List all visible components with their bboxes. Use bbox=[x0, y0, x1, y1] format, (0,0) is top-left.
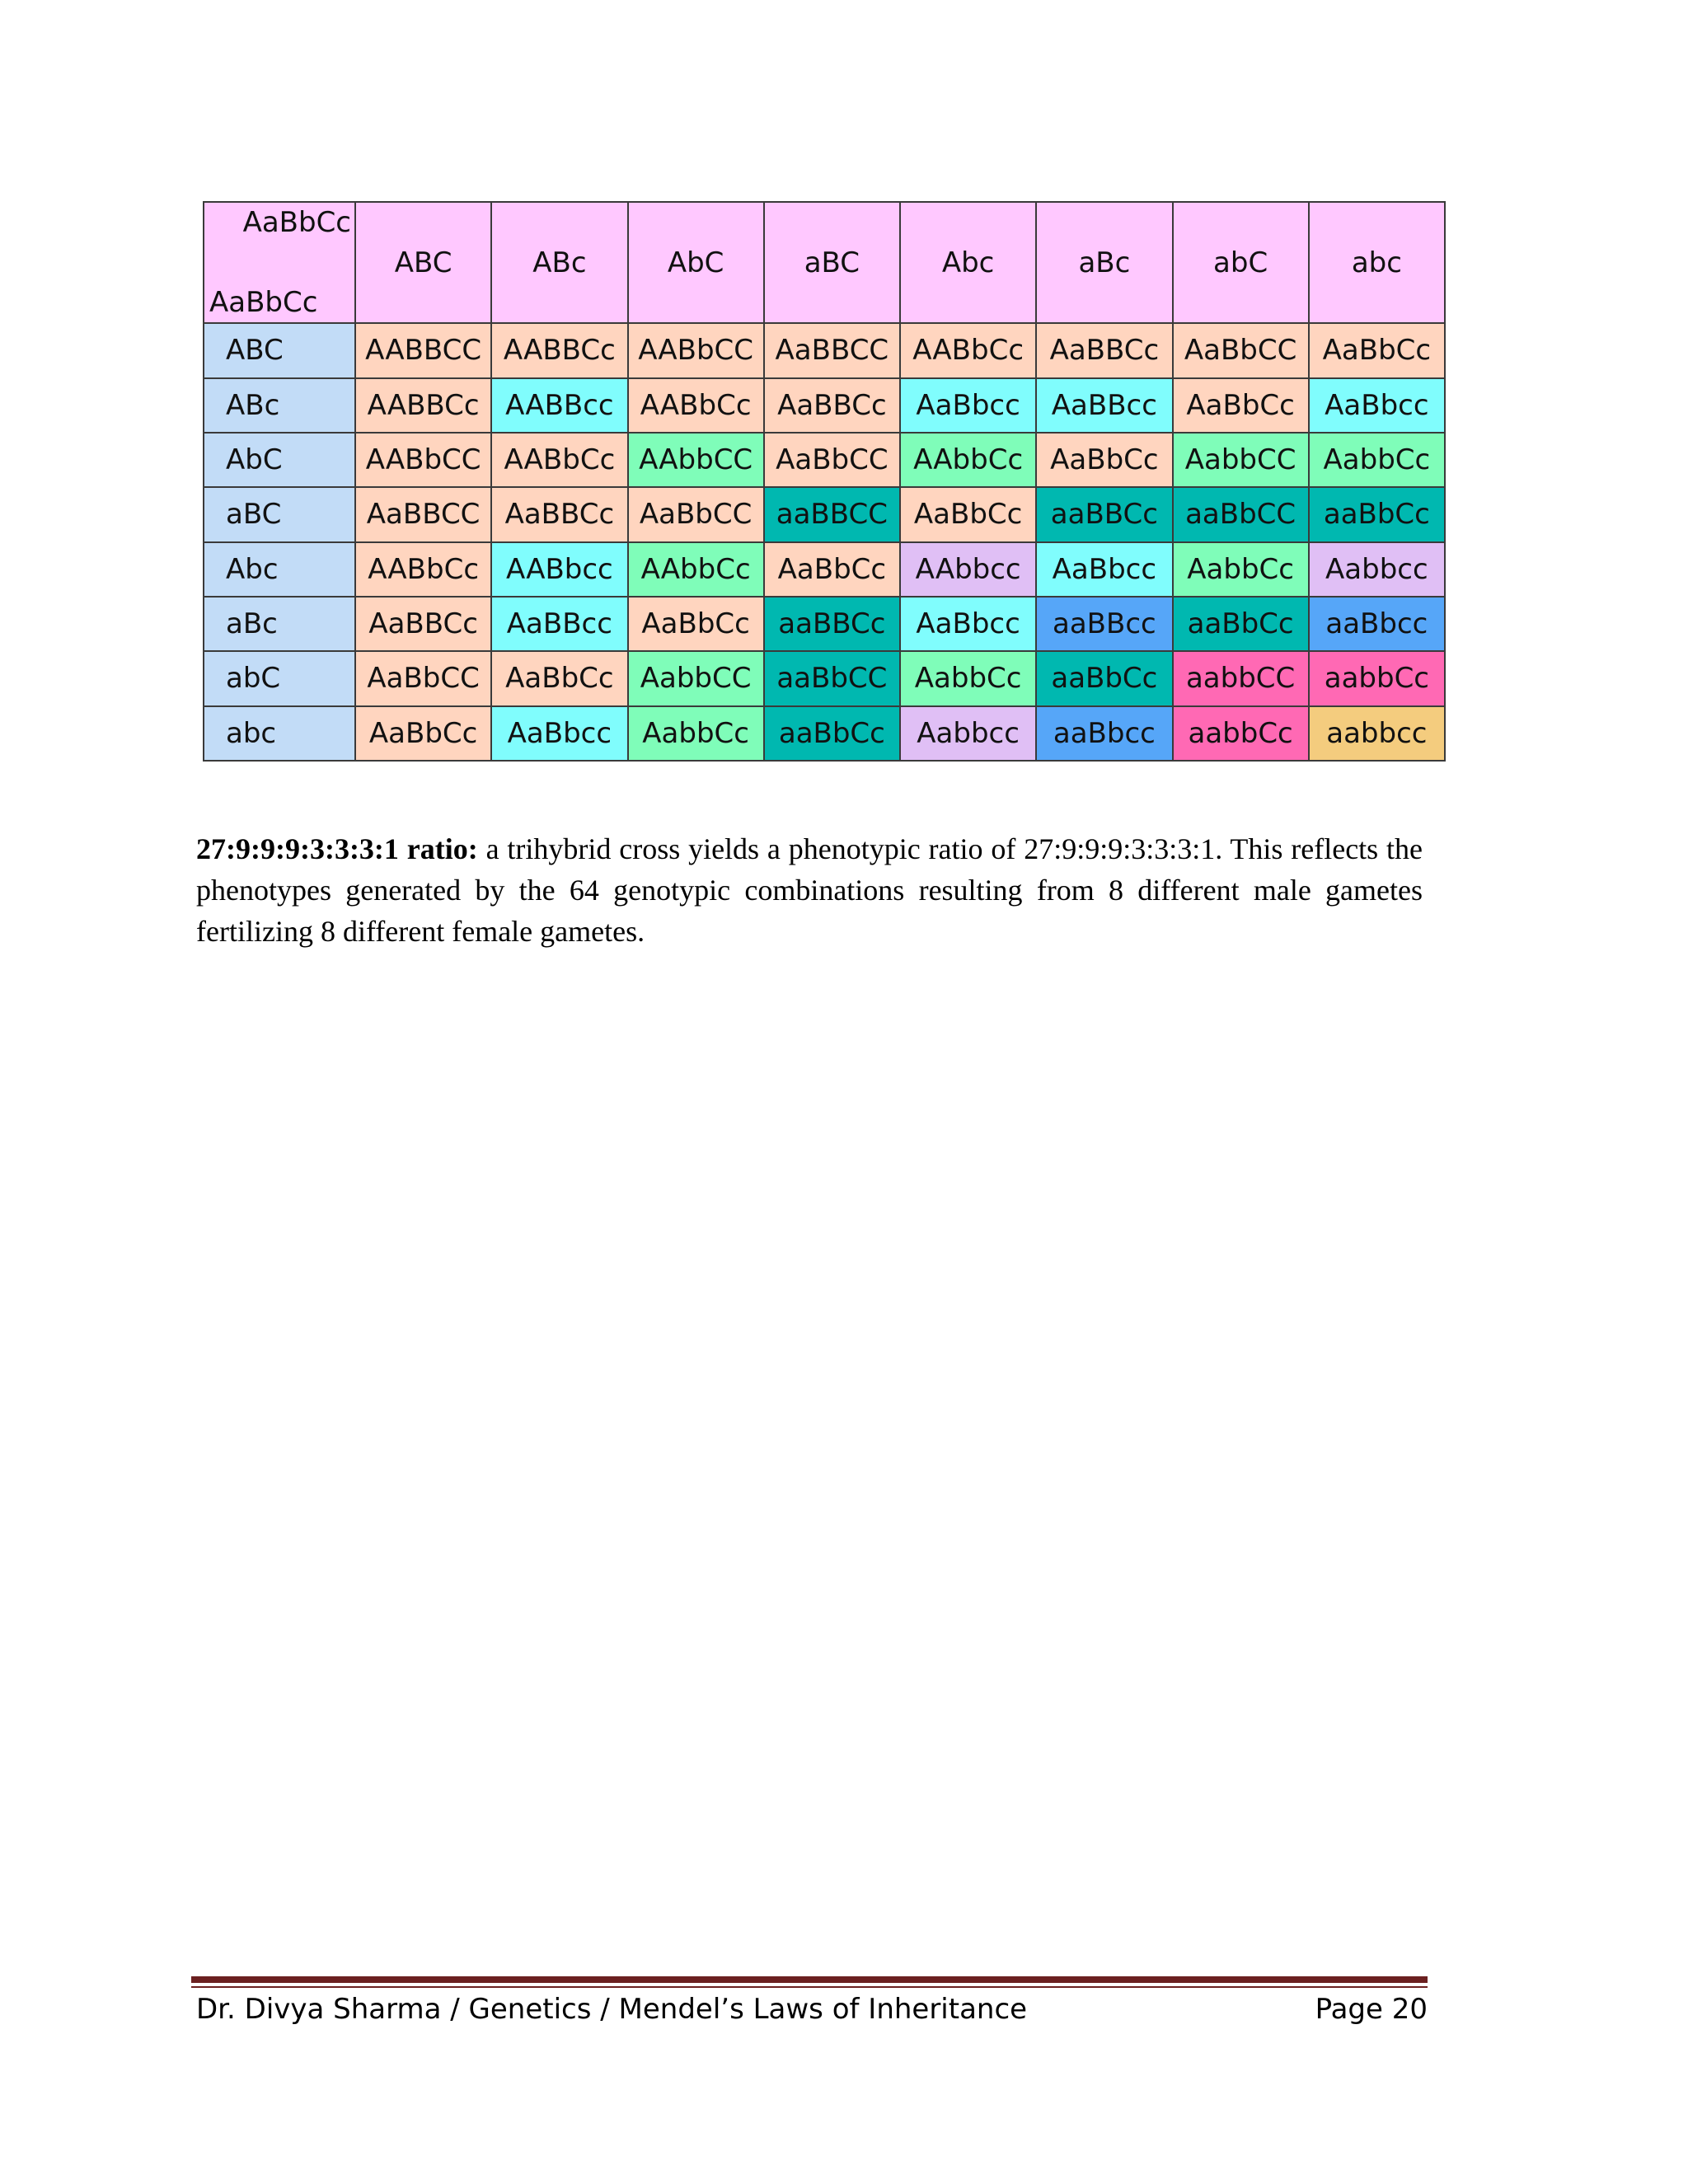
genotype-cell: AaBbCc bbox=[900, 487, 1036, 541]
col-header: ABc bbox=[491, 202, 627, 323]
row-header: aBc bbox=[204, 597, 355, 651]
col-header: Abc bbox=[900, 202, 1036, 323]
genotype-cell: aaBbCc bbox=[1036, 651, 1172, 705]
genotype-cell: AaBbCc bbox=[355, 706, 491, 761]
genotype-cell: AAbbcc bbox=[900, 542, 1036, 597]
corner-top-label: AaBbCc bbox=[242, 206, 351, 239]
col-header: abC bbox=[1173, 202, 1309, 323]
genotype-cell: AabbCc bbox=[628, 706, 764, 761]
genotype-cell: AaBbcc bbox=[1036, 542, 1172, 597]
genotype-cell: AaBBCc bbox=[491, 487, 627, 541]
genotype-cell: aabbCC bbox=[1173, 651, 1309, 705]
genotype-cell: AAbbCC bbox=[628, 433, 764, 487]
header-row bbox=[204, 202, 1445, 323]
genotype-cell: aaBbCC bbox=[764, 651, 900, 705]
genotype-cell: AaBbcc bbox=[1309, 378, 1445, 433]
genotype-cell: AabbCc bbox=[1173, 542, 1309, 597]
genotype-cell: aaBbCC bbox=[1173, 487, 1309, 541]
genotype-cell: aaBBcc bbox=[1036, 597, 1172, 651]
row-header: abC bbox=[204, 651, 355, 705]
genotype-cell: AABbCC bbox=[355, 433, 491, 487]
row-header: ABC bbox=[204, 323, 355, 377]
genotype-cell: AABbCc bbox=[355, 542, 491, 597]
genotype-cell: AaBbCC bbox=[1173, 323, 1309, 377]
genotype-cell: aaBBCc bbox=[1036, 487, 1172, 541]
table-row bbox=[204, 706, 1445, 761]
genotype-cell: AaBbcc bbox=[900, 597, 1036, 651]
genotype-cell: AaBBCc bbox=[1036, 323, 1172, 377]
col-header: aBC bbox=[764, 202, 900, 323]
genotype-cell: AabbCC bbox=[628, 651, 764, 705]
genotype-cell: AaBbCc bbox=[1036, 433, 1172, 487]
genotype-cell: AaBbCc bbox=[491, 651, 627, 705]
genotype-cell: Aabbcc bbox=[1309, 542, 1445, 597]
genotype-cell: AABbCC bbox=[628, 323, 764, 377]
ratio-paragraph bbox=[196, 828, 1423, 952]
genotype-cell: AaBBCC bbox=[764, 323, 900, 377]
col-header: abc bbox=[1309, 202, 1445, 323]
genotype-cell: aaBBCc bbox=[764, 597, 900, 651]
footer-rule bbox=[191, 1976, 1428, 1983]
table-row bbox=[204, 433, 1445, 487]
ratio-text: a trihybrid cross yields a phenotypic ratio of 27:9:9:9:3:3:3:1. This reflects the phenotypes generated by the 64 genotypic combinations resulting from 8 different male gametes fertilizing 8 different female gametes. bbox=[196, 832, 1423, 948]
genotype-cell: AaBbCc bbox=[1309, 323, 1445, 377]
genotype-cell: AABbCc bbox=[900, 323, 1036, 377]
genotype-cell: aaBBCC bbox=[764, 487, 900, 541]
col-header: AbC bbox=[628, 202, 764, 323]
footer-page-number: Page 20 bbox=[1315, 1993, 1428, 2026]
footer-author: Dr. Divya Sharma / Genetics / Mendel’s Laws of Inheritance bbox=[196, 1993, 1028, 2026]
corner-cell bbox=[204, 202, 355, 323]
corner-bottom-label: AaBbCc bbox=[209, 286, 318, 320]
col-header: ABC bbox=[355, 202, 491, 323]
genotype-cell: aaBbcc bbox=[1309, 597, 1445, 651]
genotype-cell: AABBCc bbox=[491, 323, 627, 377]
genotype-cell: AaBbcc bbox=[491, 706, 627, 761]
genotype-cell: AaBbCC bbox=[355, 651, 491, 705]
genotype-cell: AaBBCC bbox=[355, 487, 491, 541]
genotype-cell: aaBbCc bbox=[764, 706, 900, 761]
genotype-cell: aabbCc bbox=[1309, 651, 1445, 705]
row-header: Abc bbox=[204, 542, 355, 597]
table-row bbox=[204, 487, 1445, 541]
genotype-cell: aaBbCc bbox=[1173, 597, 1309, 651]
genotype-cell: aaBbCc bbox=[1309, 487, 1445, 541]
table-row bbox=[204, 378, 1445, 433]
genotype-cell: AABBcc bbox=[491, 378, 627, 433]
genotype-cell: AABBCC bbox=[355, 323, 491, 377]
genotype-cell: AAbbCc bbox=[900, 433, 1036, 487]
genotype-cell: AabbCc bbox=[900, 651, 1036, 705]
genotype-cell: AaBbCc bbox=[628, 597, 764, 651]
genotype-cell: AaBBCc bbox=[764, 378, 900, 433]
ratio-heading: 27:9:9:9:3:3:3:1 ratio: bbox=[196, 832, 478, 865]
row-header: ABc bbox=[204, 378, 355, 433]
footer-rule-thin bbox=[191, 1986, 1428, 1988]
table-row bbox=[204, 651, 1445, 705]
genotype-cell: AabbCC bbox=[1173, 433, 1309, 487]
genotype-cell: aabbcc bbox=[1309, 706, 1445, 761]
genotype-cell: AaBbcc bbox=[900, 378, 1036, 433]
genotype-cell: AaBBcc bbox=[1036, 378, 1172, 433]
genotype-cell: AaBbCc bbox=[1173, 378, 1309, 433]
genotype-cell: AaBbCC bbox=[764, 433, 900, 487]
col-header: aBc bbox=[1036, 202, 1172, 323]
genotype-cell: AABbCc bbox=[491, 433, 627, 487]
table-row bbox=[204, 323, 1445, 377]
genotype-cell: aabbCc bbox=[1173, 706, 1309, 761]
row-header: aBC bbox=[204, 487, 355, 541]
row-header: AbC bbox=[204, 433, 355, 487]
genotype-cell: AaBBCc bbox=[355, 597, 491, 651]
genotype-cell: AaBbCC bbox=[628, 487, 764, 541]
genotype-cell: Aabbcc bbox=[900, 706, 1036, 761]
genotype-cell: AaBbCc bbox=[764, 542, 900, 597]
genotype-cell: AABBCc bbox=[355, 378, 491, 433]
genotype-cell: AaBBcc bbox=[491, 597, 627, 651]
punnett-square bbox=[203, 201, 1446, 762]
genotype-cell: AABbCc bbox=[628, 378, 764, 433]
genotype-cell: AABbcc bbox=[491, 542, 627, 597]
genotype-cell: AabbCc bbox=[1309, 433, 1445, 487]
table-row bbox=[204, 597, 1445, 651]
genotype-cell: aaBbcc bbox=[1036, 706, 1172, 761]
genotype-cell: AAbbCc bbox=[628, 542, 764, 597]
row-header: abc bbox=[204, 706, 355, 761]
table-row bbox=[204, 542, 1445, 597]
